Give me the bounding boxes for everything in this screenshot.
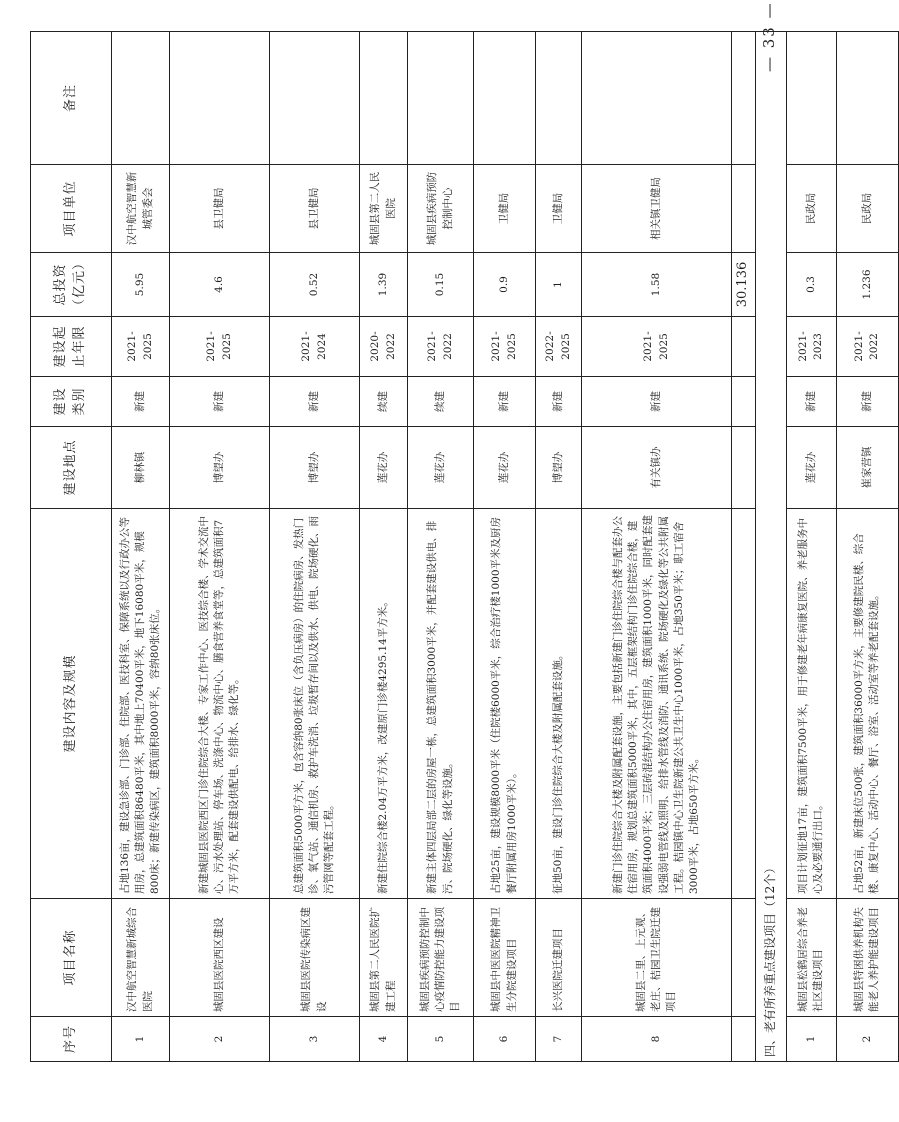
header-content: 建设内容及规模 [31,509,112,899]
cell-location: 博望办 [270,427,360,509]
cell-seq: 2 [836,1017,898,1062]
cell-seq: 5 [408,1017,474,1062]
cell-location: 博望办 [536,427,582,509]
header-remark: 备注 [31,32,112,165]
cell-unit: 卫健局 [536,165,582,253]
cell-seq: 3 [270,1017,360,1062]
cell-invest: 1.39 [360,253,408,317]
cell-content: 占地25亩，建设规模8000平米（住院楼6000平米，综合治疗楼1000平米及厨房餐厅附属用房1000平米）。 [474,509,536,899]
project-table [30,31,899,1062]
cell-unit: 民政局 [786,165,836,253]
cell-name: 城固县特困供养机构失能老人养护能建设项目 [836,899,898,1017]
cell-remark [836,32,898,165]
table-header-row [31,32,112,1062]
table-row [536,32,582,1062]
cell-invest: 4.6 [170,253,270,317]
cell-name: 汉中航空智慧新城综合医院 [112,899,170,1017]
cell-invest: 1.58 [582,253,732,317]
cell-type: 新建 [170,377,270,427]
table-row [474,32,536,1062]
table-row [786,32,836,1062]
cell-content: 占地136亩，建设急诊部、门诊部、住院部、医技科室、保障系统以及行政办公等用房，总建筑面积86480平米，其中地上70400平米，地下16080平米，规模800床；新建传染病区，建筑面积8000平米，容纳80张床位。 [112,509,170,899]
cell-content: 项目计划征地17亩，建筑面积7500平米，用于修建老年病康复医院、养老服务中心及必要通行出口。 [786,509,836,899]
cell-location: 有关镇办 [582,427,732,509]
cell-unit: 民政局 [836,165,898,253]
cell-years: 2021-2022 [836,317,898,377]
cell-name: 城固县医院传染病区建设 [270,899,360,1017]
cell-years: 2021-2025 [112,317,170,377]
section-title: 四、老有所养重点建设项目（12个） [755,32,786,1062]
page-number: — 33 — [760,1,778,72]
cell-location: 莲花办 [474,427,536,509]
cell-name: 城固县疾病预防控制中心疫情防控能力建设项目 [408,899,474,1017]
cell-type: 续建 [360,377,408,427]
cell-years: 2021-2024 [270,317,360,377]
cell-remark [170,32,270,165]
cell-name: 长兴医院迁建项目 [536,899,582,1017]
cell-invest: 1.236 [836,253,898,317]
cell-location: 莲花办 [408,427,474,509]
cell-remark [360,32,408,165]
cell-location: 莲花办 [786,427,836,509]
cell-remark [474,32,536,165]
table-row [360,32,408,1062]
cell-remark [112,32,170,165]
header-years: 建设起止年限 [31,317,112,377]
cell-name: 城固县医院西区建设 [170,899,270,1017]
cell-name: 城固县中医医院精神卫生分院建设项目 [474,899,536,1017]
cell-content: 新建门诊住院综合大楼及附属配套设施，主要包括新建门诊住院综合楼与配套办公住宿用房，规划总建筑面积5000平米，其中，五层框架结构门诊住院综合楼，建筑面积4000平米；三层砖混结构办公住宿用房，建筑面积1000平米，同时配套建设强弱电管线及照明、给排水管线及消防、通讯系统、院场硬化及绿化等公共附属工程。桔园镇中心卫生院新建公共卫生中心1000平米，占地350平米；职工宿舍3000平米，占地650平方米。 [582,509,732,899]
cell-type: 新建 [836,377,898,427]
cell-remark [536,32,582,165]
cell-content: 新建城固县医院西区门诊住院综合大楼、专家工作中心、医技综合楼、学术交流中心、污水处理站、停车场、洗涤中心、物流中心、膳食营养食堂等，总建筑面积7万平方米，配套建设供配电、给排水、绿化等。 [170,509,270,899]
cell-seq: 6 [474,1017,536,1062]
header-seq: 序号 [31,1017,112,1062]
cell-unit: 汉中航空智慧新城管委会 [112,165,170,253]
cell-type: 新建 [786,377,836,427]
section-header-row [755,32,786,1062]
cell-content: 新建主体四层局部二层的房屋一栋，总建筑面积3000平米，并配套建设供电、排污、院场硬化、绿化等设施。 [408,509,474,899]
cell-type: 新建 [536,377,582,427]
cell-years: 2021-2025 [474,317,536,377]
cell-type: 新建 [270,377,360,427]
cell-unit: 卫健局 [474,165,536,253]
cell-name: 城固县松鹤居综合养老社区建设项目 [786,899,836,1017]
cell-content: 占地52亩，新建床位500张，建筑面积36000平方米，主要修建院民楼、综合楼、康复中心、活动中心、餐厅、浴室、活动室等养老配套设施。 [836,509,898,899]
cell-invest: 0.52 [270,253,360,317]
cell-unit: 城固县疾病预防控制中心 [408,165,474,253]
cell-unit: 城固县第二人民医院 [360,165,408,253]
cell-invest: 0.15 [408,253,474,317]
table-row [836,32,898,1062]
header-unit: 项目单位 [31,165,112,253]
cell-invest: 0.3 [786,253,836,317]
cell-years: 2021-2025 [582,317,732,377]
cell-content: 新建住院综合楼2.04万平方米，改建原门诊楼4295.14平方米。 [360,509,408,899]
header-location: 建设地点 [31,427,112,509]
cell-seq: 2 [170,1017,270,1062]
table-row [270,32,360,1062]
cell-type: 新建 [112,377,170,427]
cell-name: 城固县二里、上元观、老庄、桔园卫生院迁建项目 [582,899,732,1017]
cell-seq: 7 [536,1017,582,1062]
cell-unit: 县卫健局 [170,165,270,253]
header-name: 项目名称 [31,899,112,1017]
table-row [170,32,270,1062]
header-invest: 总投资（亿元） [31,253,112,317]
cell-type: 新建 [474,377,536,427]
cell-invest: 1 [536,253,582,317]
cell-type: 新建 [582,377,732,427]
cell-invest: 0.9 [474,253,536,317]
table-row [408,32,474,1062]
cell-type: 续建 [408,377,474,427]
cell-years: 2021-2022 [408,317,474,377]
cell-years: 2020-2022 [360,317,408,377]
cell-content: 征地50亩，建设门诊住院综合大楼及附属配套设施。 [536,509,582,899]
cell-location: 莲花办 [360,427,408,509]
cell-name: 城固县第二人民医院扩建工程 [360,899,408,1017]
cell-seq: 1 [112,1017,170,1062]
header-type: 建设类别 [31,377,112,427]
cell-remark [408,32,474,165]
cell-years: 2021-2025 [170,317,270,377]
cell-years: 2021-2023 [786,317,836,377]
cell-location: 柳林镇 [112,427,170,509]
cell-content: 总建筑面积5000平方米，包含容纳80张床位（含负压病房）的住院病房、发热门诊、氧气站、通信机房、救护车洗消、垃圾暂存间以及供水、供电、院场硬化、雨污管网等配套工程。 [270,509,360,899]
cell-seq: 8 [582,1017,732,1062]
table-row [112,32,170,1062]
cell-seq: 4 [360,1017,408,1062]
cell-invest: 5.95 [112,253,170,317]
cell-location: 崔家营镇 [836,427,898,509]
subtotal-value: 30.136 [732,253,756,317]
cell-remark [582,32,732,165]
cell-remark [270,32,360,165]
cell-years: 2022-2025 [536,317,582,377]
cell-unit: 县卫健局 [270,165,360,253]
table-row [582,32,732,1062]
cell-location: 博望办 [170,427,270,509]
cell-unit: 相关镇卫健局 [582,165,732,253]
cell-seq: 1 [786,1017,836,1062]
subtotal-row [732,32,756,1062]
cell-remark [786,32,836,165]
